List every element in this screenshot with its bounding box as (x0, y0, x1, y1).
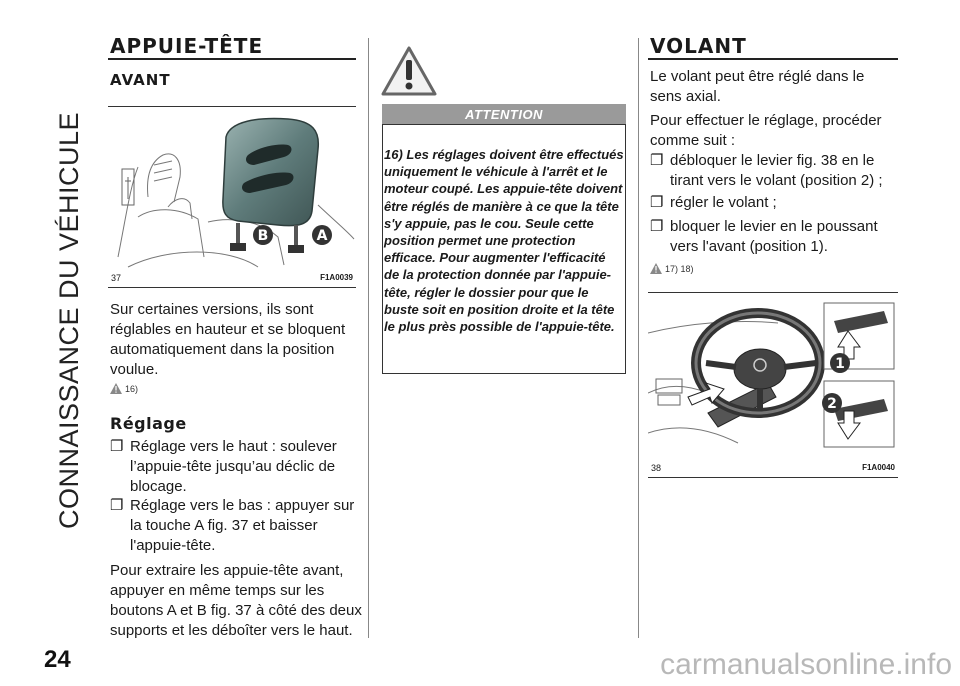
figure-code: F1A0039 (320, 273, 353, 282)
checkbox-bullet-icon: ❐ (110, 438, 124, 455)
column-divider (638, 38, 639, 638)
warning-text: 16) Les réglages doivent être effectués uniquement le véhicule à l'arrêt et le moteur coupé. Les appuie-tête doivent être réglés de manière à ce que la tête s'y appuie, pas le cou. Seule cette position permet une protection efficace. Pour augmenter l'efficacité de la protection donnée par l'appuie-tête, régler le dossier pour que le buste soit en position droite et la tête le plus près possible de l'appuie-tête. (384, 147, 624, 335)
reference-note: 16) (110, 383, 138, 394)
warning-triangle-icon (381, 46, 437, 96)
figure-label-a: A (316, 228, 328, 244)
list-item: ❐ Réglage vers le haut : soulever l’appuie-tête jusqu’au déclic de blocage. (110, 438, 337, 495)
section-title-steering-wheel: VOLANT (650, 34, 747, 58)
steering-illustration (648, 293, 898, 457)
warning-band: ATTENTION (382, 104, 626, 124)
headrest-removal-paragraph: Pour extraire les appuie-tête avant, appuyer en même temps sur les boutons A et B fig. 37 à côté des deux supports et les déboîter vers le haut. (110, 562, 362, 639)
figure-label-b: B (257, 228, 269, 244)
figure-38-steering (648, 292, 898, 478)
figure-label-1: 1 (835, 356, 845, 372)
list-item: ❐ régler le volant ; (650, 194, 777, 211)
checkbox-bullet-icon: ❐ (650, 218, 664, 235)
steering-procedure-paragraph: Pour effectuer le réglage, procéder comme suit : (650, 112, 882, 149)
list-item: ❐ débloquer le levier fig. 38 en le tirant vers le volant (position 2) ; (650, 152, 883, 189)
list-item: ❐ Réglage vers le bas : appuyer sur la touche A fig. 37 et baisser l'appuie-tête. (110, 497, 355, 554)
checkbox-bullet-icon: ❐ (650, 152, 664, 169)
title-underline (648, 58, 898, 60)
figure-code: F1A0040 (862, 463, 895, 472)
list-item: ❐ bloquer le levier en le poussant vers l'avant (position 1). (650, 218, 878, 255)
page-number: 24 (44, 646, 71, 673)
title-underline (108, 58, 356, 60)
watermark: carmanualsonline.info (660, 648, 952, 681)
figure-label-2: 2 (827, 396, 837, 412)
checkbox-bullet-icon: ❐ (650, 194, 664, 211)
reference-note: 17) 18) (650, 263, 694, 274)
steering-intro-paragraph: Le volant peut être réglé dans le sens axial. (650, 68, 865, 105)
headrest-illustration (108, 107, 356, 269)
subsection-title-front: AVANT (110, 71, 171, 89)
sidebar-chapter-title: CONNAISSANCE DU VÉHICULE (54, 111, 85, 529)
column-divider (368, 38, 369, 638)
warning-small-icon (650, 263, 662, 274)
subsection-title-adjustment: Réglage (110, 414, 187, 433)
warning-small-icon (110, 383, 122, 394)
figure-37-headrest (108, 106, 356, 288)
section-title-headrest: APPUIE-TÊTE (110, 34, 264, 58)
figure-number: 37 (111, 273, 122, 283)
figure-number: 38 (651, 463, 662, 473)
checkbox-bullet-icon: ❐ (110, 497, 124, 514)
headrest-intro-paragraph: Sur certaines versions, ils sont réglables en hauteur et se bloquent automatiquement dans la position voulue. (110, 301, 346, 378)
